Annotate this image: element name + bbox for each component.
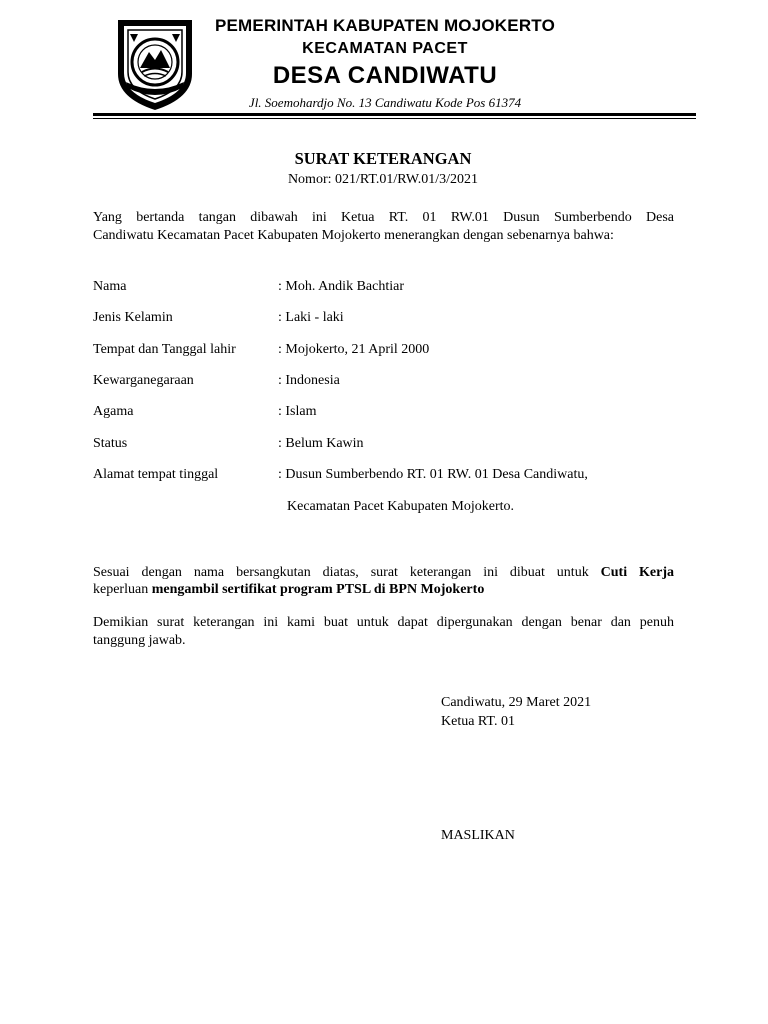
intro-line-2: Candiwatu Kecamatan Pacet Kabupaten Mojokerto menerangkan dengan sebenarnya bahwa: [93, 228, 614, 243]
purpose-leave: Cuti Kerja [600, 565, 674, 580]
field-value-status: : Belum Kawin [278, 436, 364, 451]
field-label-address: Alamat tempat tinggal [93, 467, 219, 482]
header-village: DESA CANDIWATU [272, 62, 498, 89]
purpose-need: mengambil sertifikat program PTSL di BPN Mojokerto [151, 582, 485, 597]
field-label-gender: Jenis Kelamin [93, 310, 173, 325]
regency-emblem-logo [114, 16, 196, 112]
field-value-address-cont: Kecamatan Pacet Kabupaten Mojokerto. [287, 499, 515, 514]
header-divider-thin [93, 118, 696, 119]
header-government: PEMERINTAH KABUPATEN MOJOKERTO [214, 16, 556, 35]
intro-line-1: Yang bertanda tangan dibawah ini Ketua RT. 01 RW.01 Dusun Sumberbendo Desa [93, 210, 674, 225]
header-divider-thick [93, 113, 696, 116]
purpose-text: Sesuai dengan nama bersangkutan diatas, surat keterangan ini dibuat untuk [93, 565, 589, 580]
purpose-line-1 [93, 562, 674, 583]
letter-title: SURAT KETERANGAN [294, 149, 472, 168]
signature-position: Ketua RT. 01 [441, 714, 515, 729]
field-label-birth: Tempat dan Tanggal lahir [93, 342, 236, 357]
closing-line-2: tanggung jawab. [93, 633, 186, 648]
field-value-religion: : Islam [278, 404, 317, 419]
letter-number: Nomor: 021/RT.01/RW.01/3/2021 [287, 172, 479, 187]
header-address: Jl. Soemohardjo No. 13 Candiwatu Kode Pos 61374 [248, 95, 522, 110]
field-label-religion: Agama [93, 404, 134, 419]
field-value-nationality: : Indonesia [278, 373, 340, 388]
field-value-gender: : Laki - laki [278, 310, 344, 325]
closing-line-1: Demikian surat keterangan ini kami buat untuk dapat dipergunakan dengan benar dan penuh [93, 615, 674, 630]
purpose-line-2 [93, 582, 484, 598]
header-district: KECAMATAN PACET [302, 40, 468, 57]
field-label-nationality: Kewarganegaraan [93, 373, 194, 388]
purpose-need-label: keperluan [93, 582, 149, 597]
field-value-name: : Moh. Andik Bachtiar [278, 279, 404, 294]
signature-name: MASLIKAN [441, 828, 515, 843]
signature-place-date: Candiwatu, 29 Maret 2021 [441, 695, 592, 710]
field-label-status: Status [93, 436, 128, 451]
field-value-address: : Dusun Sumberbendo RT. 01 RW. 01 Desa Candiwatu, [278, 467, 588, 482]
field-value-birth: : Mojokerto, 21 April 2000 [278, 342, 430, 357]
field-label-name: Nama [93, 279, 127, 294]
